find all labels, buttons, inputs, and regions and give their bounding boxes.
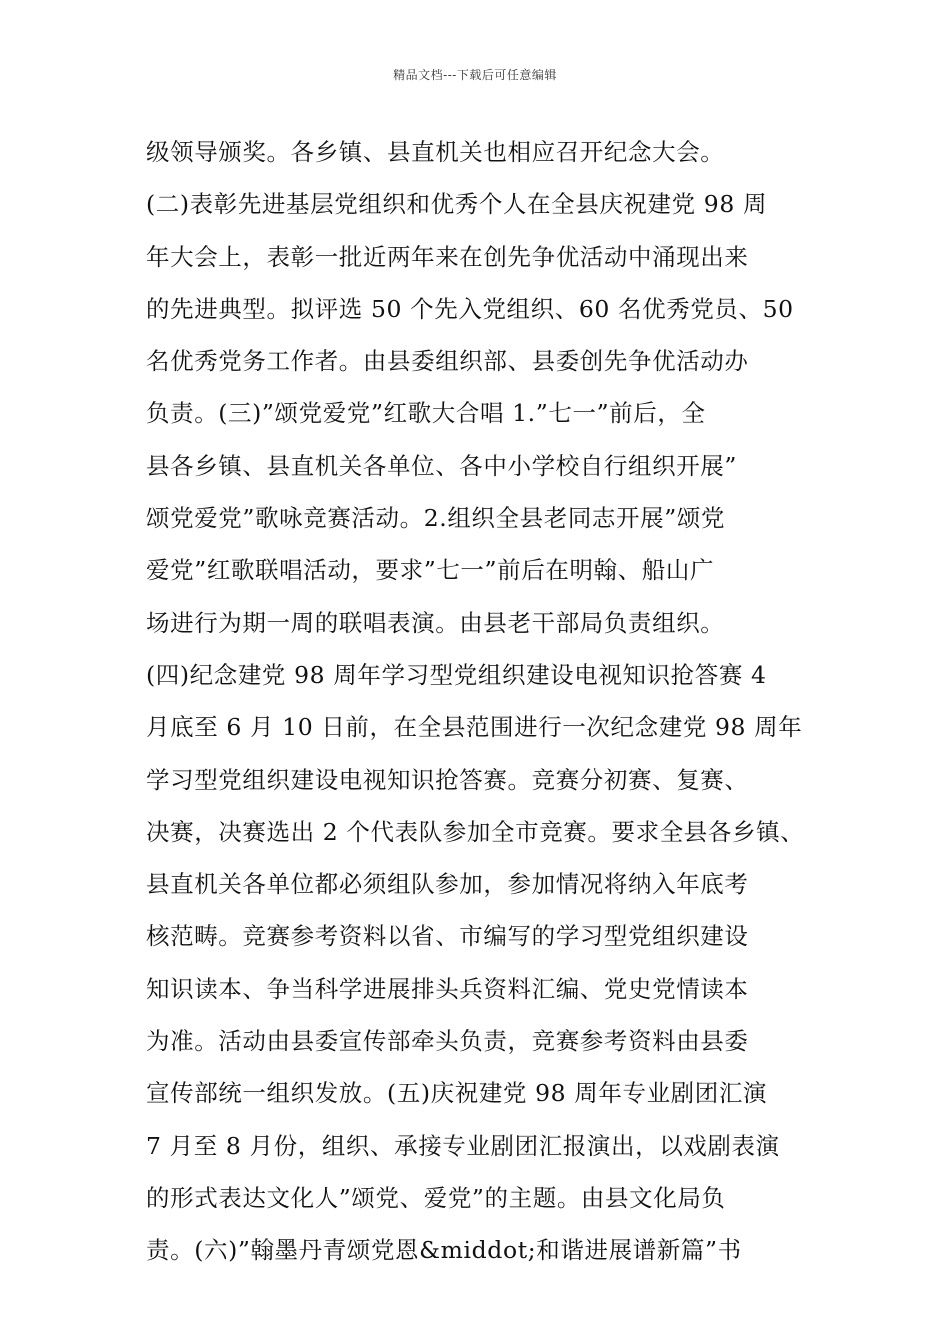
text-line: 宣传部统一组织发放。(五)庆祝建党 98 周年专业剧团汇演 xyxy=(146,1079,768,1108)
text-line: 名优秀党务工作者。由县委组织部、县委创先争优活动办 xyxy=(146,347,749,376)
text-line: 月底至 6 月 10 日前，在全县范围进行一次纪念建党 98 周年 xyxy=(146,713,803,742)
text-line: 的形式表达文化人”颂党、爱党”的主题。由县文化局负 xyxy=(146,1183,726,1212)
text-line: 核范畴。竞赛参考资料以省、市编写的学习型党组织建设 xyxy=(146,922,749,951)
text-line: 颂党爱党”歌咏竞赛活动。2.组织全县老同志开展”颂党 xyxy=(146,504,726,533)
text-line: 场进行为期一周的联唱表演。由县老干部局负责组织。 xyxy=(146,608,725,637)
text-line: 决赛，决赛选出 2 个代表队参加全市竞赛。要求全县各乡镇、 xyxy=(146,817,805,846)
text-line: (四)纪念建党 98 周年学习型党组织建设电视知识抢答赛 4 xyxy=(146,660,767,689)
text-line: 年大会上，表彰一批近两年来在创先争优活动中涌现出来 xyxy=(146,242,749,271)
text-line: 为准。活动由县委宣传部牵头负责，竞赛参考资料由县委 xyxy=(146,1027,749,1056)
text-line: 县各乡镇、县直机关各单位、各中小学校自行组织开展” xyxy=(146,451,738,480)
text-line: 负责。(三)”颂党爱党”红歌大合唱 1.”七一”前后，全 xyxy=(146,399,706,428)
text-line: 学习型党组织建设电视知识抢答赛。竞赛分初赛、复赛、 xyxy=(146,765,749,794)
text-line: 县直机关各单位都必须组队参加，参加情况将纳入年底考 xyxy=(146,870,749,899)
text-line: (二)表彰先进基层党组织和优秀个人在全县庆祝建党 98 周 xyxy=(146,190,768,219)
text-line: 级领导颁奖。各乡镇、县直机关也相应召开纪念大会。 xyxy=(146,138,725,166)
page-header: 精品文档---下载后可任意编辑 xyxy=(393,68,557,82)
text-line: 爱党”红歌联唱活动，要求”七一”前后在明翰、船山广 xyxy=(146,556,715,585)
text-line: 7 月至 8 月份，组织、承接专业剧团汇报演出，以戏剧表演 xyxy=(146,1131,780,1160)
document-body xyxy=(146,126,826,1277)
text-line: 的先进典型。拟评选 50 个先入党组织、60 名优秀党员、50 xyxy=(146,294,794,323)
text-line: 责。(六)”翰墨丹青颂党恩&middot;和谐进展谱新篇”书 xyxy=(146,1236,742,1265)
text-line: 知识读本、争当科学进展排头兵资料汇编、党史党情读本 xyxy=(146,974,749,1003)
